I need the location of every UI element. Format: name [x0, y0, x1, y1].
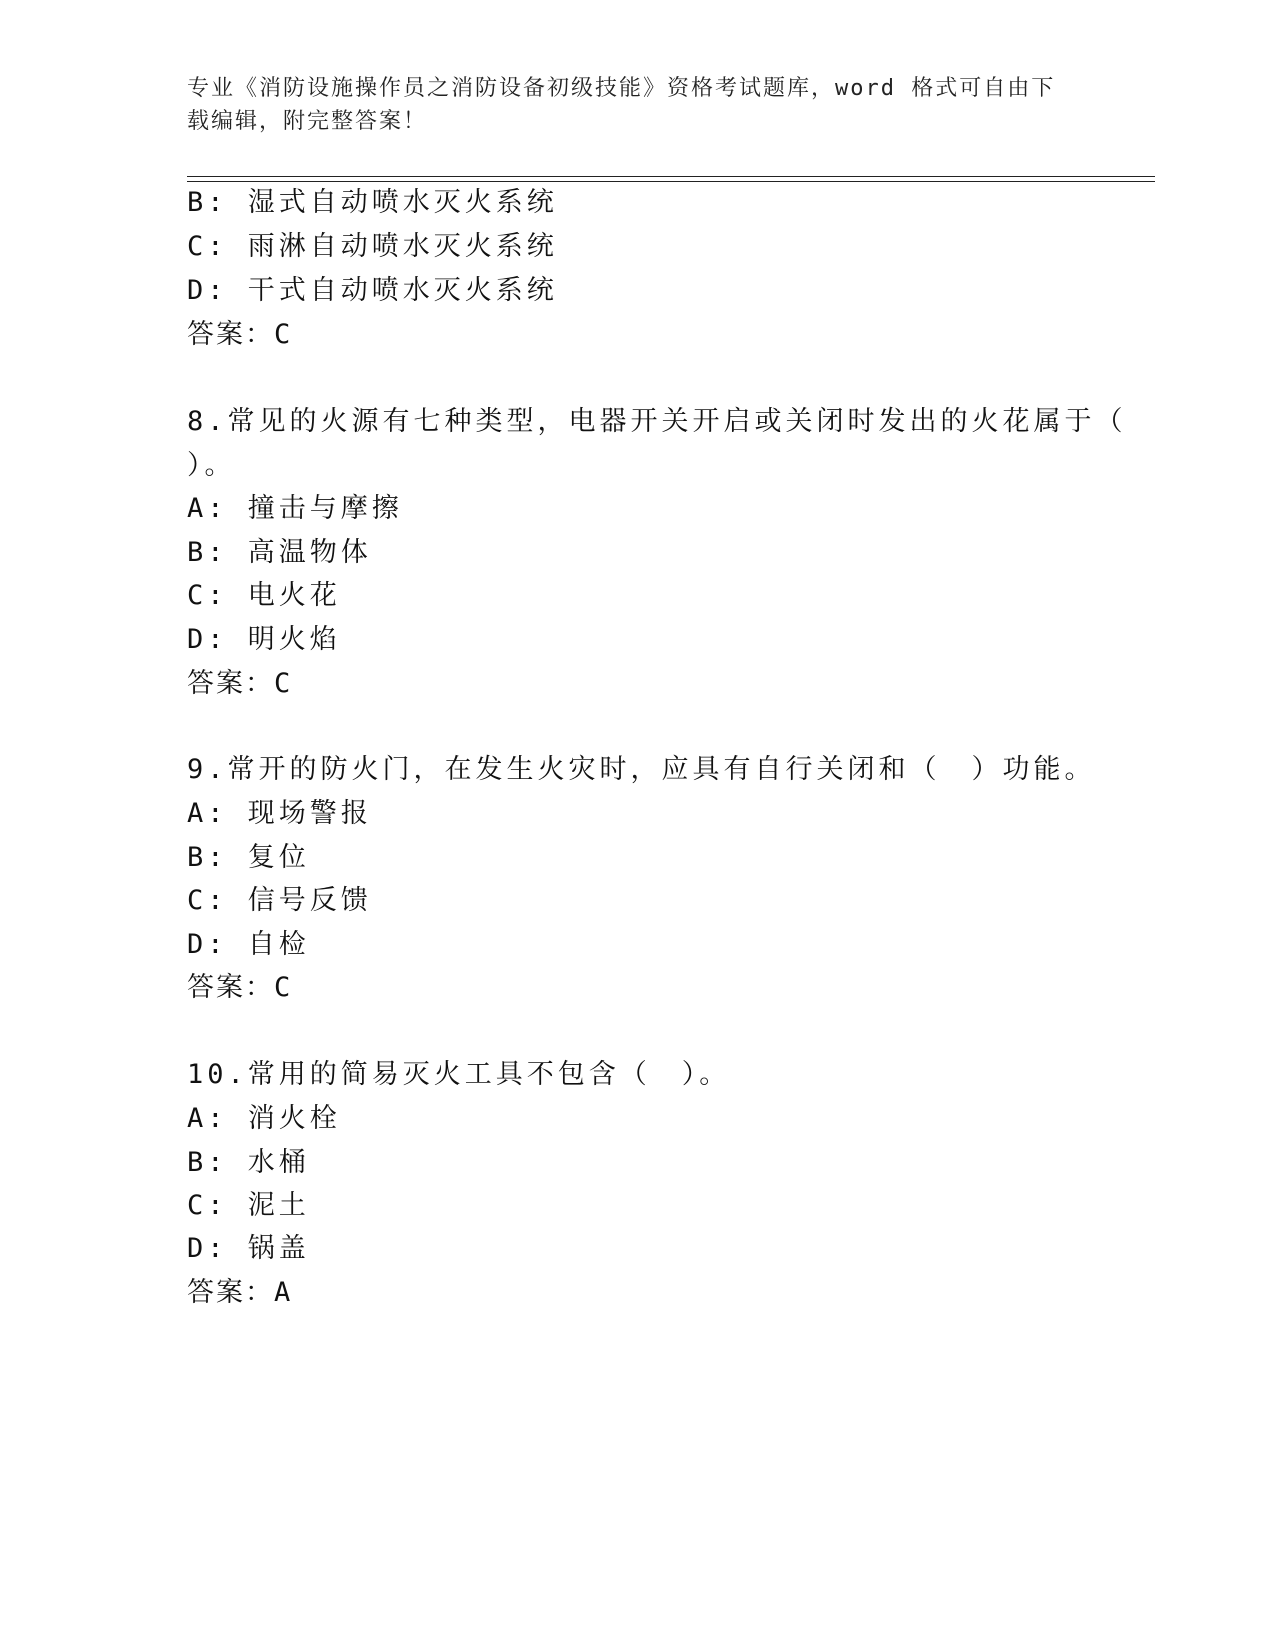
q8-stem-line-2: ）。 [187, 450, 236, 481]
q10-answer [187, 1275, 292, 1311]
header-line-1: 专业《消防设施操作员之消防设备初级技能》资格考试题库，word 格式可自由下 [187, 76, 1056, 101]
q8-option-a: A: 撞击与摩擦 [187, 493, 403, 524]
q8-answer-label: 答案： [187, 668, 274, 699]
q7-option-c: C: 雨淋自动喷水灭火系统 [187, 231, 558, 262]
q7-answer [187, 317, 292, 353]
q9-option-a: A: 现场警报 [187, 798, 372, 829]
q9-option-c: C: 信号反馈 [187, 885, 372, 916]
header-line-2: 载编辑，附完整答案！ [187, 109, 428, 134]
q8-answer-value: C [274, 668, 293, 699]
q10-option-a: A: 消火栓 [187, 1103, 341, 1134]
q10-option-b: B: 水桶 [187, 1147, 310, 1178]
q9-answer-value: C [274, 972, 293, 1003]
q9-stem: 9.常开的防火门，在发生火灾时，应具有自行关闭和（ ）功能。 [187, 754, 1096, 785]
q8-option-b: B: 高温物体 [187, 537, 372, 568]
q10-option-c: C: 泥土 [187, 1190, 310, 1221]
q7-option-b: B: 湿式自动喷水灭火系统 [187, 187, 558, 218]
q10-answer-value: A [274, 1277, 293, 1308]
q9-option-b: B: 复位 [187, 842, 310, 873]
q9-answer-label: 答案： [187, 972, 274, 1003]
header-divider-bottom [187, 181, 1155, 182]
q7-option-d: D: 干式自动喷水灭火系统 [187, 275, 558, 306]
q9-option-d: D: 自检 [187, 929, 310, 960]
q8-stem-line-1: 8.常见的火源有七种类型，电器开关开启或关闭时发出的火花属于（ [187, 406, 1127, 437]
q10-answer-label: 答案： [187, 1277, 274, 1308]
q8-option-d: D: 明火焰 [187, 624, 341, 655]
q8-option-c: C: 电火花 [187, 580, 341, 611]
q7-answer-value: C [274, 319, 293, 350]
q8-answer [187, 666, 292, 702]
q10-stem: 10.常用的简易灭火工具不包含（ ）。 [187, 1059, 731, 1090]
q7-answer-label: 答案： [187, 319, 274, 350]
q9-answer [187, 970, 292, 1006]
q10-option-d: D: 锅盖 [187, 1233, 310, 1264]
header-divider-top [187, 176, 1155, 177]
document-header [187, 72, 1067, 138]
